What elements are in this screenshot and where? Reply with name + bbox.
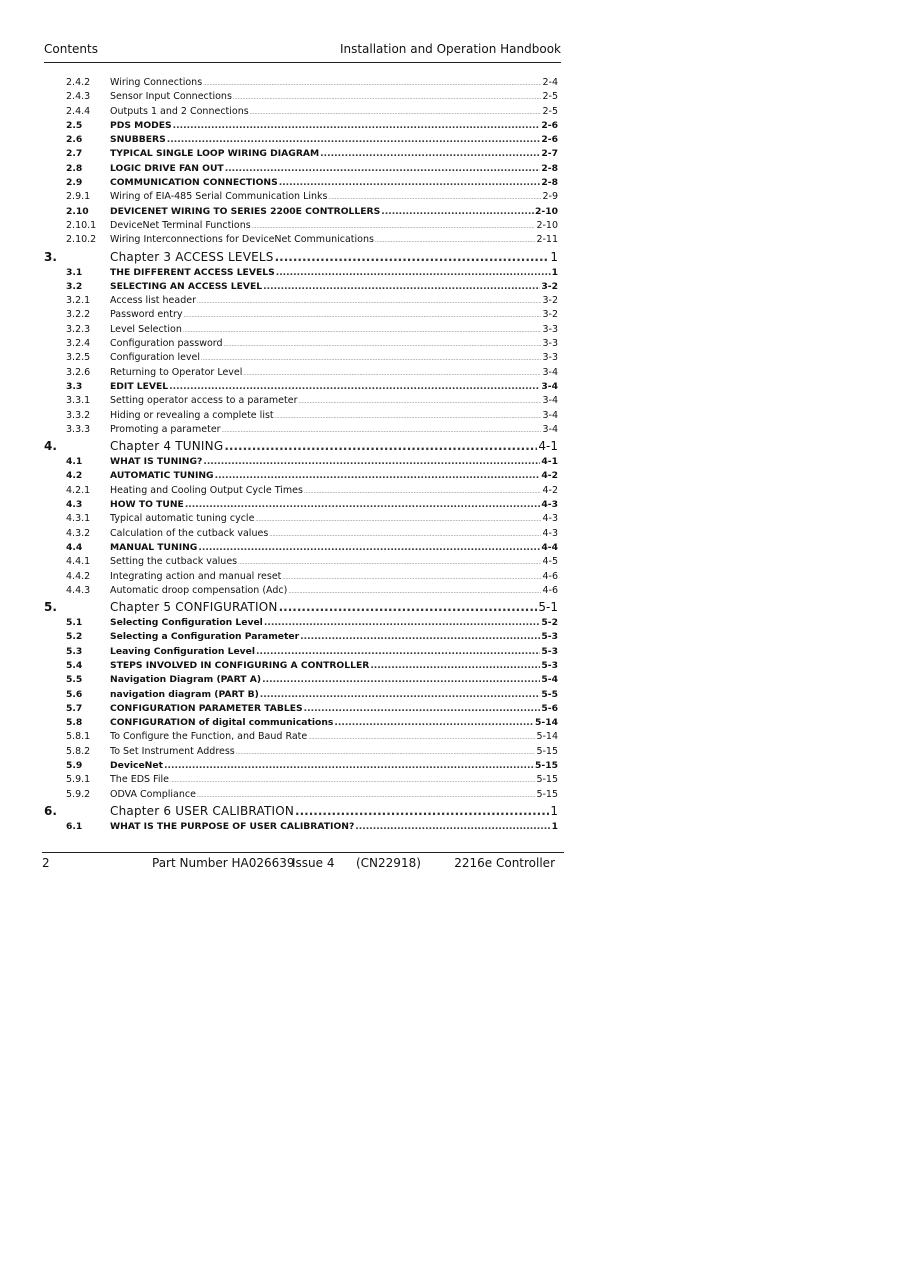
footer-issue: Issue 4 bbox=[292, 856, 335, 870]
toc-entry-page: 5-14 bbox=[536, 731, 558, 743]
toc-entry-title: Chapter 4 TUNING bbox=[110, 439, 224, 454]
toc-dot-leader bbox=[304, 485, 542, 499]
toc-entry-number: 2.10.2 bbox=[66, 234, 97, 246]
toc-dot-leader bbox=[295, 802, 549, 820]
toc-dot-leader bbox=[170, 774, 535, 788]
toc-entry-title: Wiring Interconnections for DeviceNet Communications bbox=[110, 234, 374, 246]
toc-entry[interactable] bbox=[44, 820, 558, 834]
toc-entry[interactable] bbox=[44, 119, 558, 133]
toc-entry-number: 4.3.2 bbox=[66, 527, 91, 539]
toc-dot-leader bbox=[256, 645, 540, 659]
toc-entry-page: 3-3 bbox=[542, 338, 558, 350]
toc-entry-page: 4-2 bbox=[541, 470, 558, 482]
toc-entry-title: Access list header bbox=[110, 295, 196, 307]
header-section-title: Contents bbox=[44, 42, 98, 56]
toc-entry[interactable] bbox=[44, 233, 558, 247]
toc-entry[interactable] bbox=[44, 394, 558, 408]
toc-entry-number: 3.2.4 bbox=[66, 338, 91, 350]
toc-entry[interactable] bbox=[44, 702, 558, 716]
toc-dot-leader bbox=[299, 395, 542, 409]
toc-dot-leader bbox=[262, 673, 540, 687]
toc-entry-number: 2.4.3 bbox=[66, 91, 91, 103]
toc-entry-number: 2.9.1 bbox=[66, 191, 91, 203]
toc-entry-title: Selecting a Configuration Parameter bbox=[110, 631, 300, 643]
toc-entry[interactable] bbox=[44, 570, 558, 584]
toc-entry-page: 3-3 bbox=[542, 352, 558, 364]
toc-entry[interactable] bbox=[44, 773, 558, 787]
toc-entry[interactable] bbox=[44, 280, 558, 294]
toc-dot-leader bbox=[238, 556, 541, 570]
toc-entry-title: ODVA Compliance bbox=[110, 788, 196, 800]
toc-entry-number: 4.4.1 bbox=[66, 556, 91, 568]
toc-dot-leader bbox=[203, 77, 541, 91]
toc-dot-leader bbox=[224, 338, 542, 352]
toc-entry-page: 5-5 bbox=[541, 688, 558, 700]
toc-entry-page: 3-4 bbox=[541, 380, 558, 392]
toc-entry[interactable] bbox=[44, 455, 558, 469]
toc-entry-title: navigation diagram (PART B) bbox=[110, 688, 259, 700]
toc-dot-leader bbox=[275, 248, 550, 266]
footer-change-note: (CN22918) bbox=[356, 856, 421, 870]
toc-entry[interactable] bbox=[44, 616, 558, 630]
toc-entry-page: 4-4 bbox=[541, 541, 558, 553]
toc-entry-number: 4.4.2 bbox=[66, 570, 91, 582]
toc-entry-title: To Configure the Function, and Baud Rate bbox=[110, 731, 308, 743]
toc-entry-title: LOGIC DRIVE FAN OUT bbox=[110, 162, 224, 174]
toc-entry-title: AUTOMATIC TUNING bbox=[110, 470, 214, 482]
toc-entry[interactable] bbox=[44, 716, 558, 730]
toc-dot-leader bbox=[164, 759, 534, 773]
toc-dot-leader bbox=[263, 280, 540, 294]
toc-entry-page: 5-3 bbox=[541, 645, 558, 657]
toc-entry-title: Hiding or revealing a complete list bbox=[110, 409, 274, 421]
toc-entry-number: 2.10.1 bbox=[66, 219, 97, 231]
header-book-title: Installation and Operation Handbook bbox=[339, 42, 561, 56]
toc-entry-title: WHAT IS TUNING? bbox=[110, 456, 203, 468]
toc-entry[interactable] bbox=[44, 527, 558, 541]
toc-entry[interactable] bbox=[44, 105, 558, 119]
toc-entry-page: 4-3 bbox=[541, 499, 558, 511]
toc-entry-page: 4-3 bbox=[542, 527, 558, 539]
toc-entry-title: Configuration level bbox=[110, 352, 201, 364]
toc-entry-number: 3.2.1 bbox=[66, 295, 91, 307]
toc-entry[interactable] bbox=[44, 162, 558, 176]
toc-dot-leader bbox=[197, 295, 541, 309]
toc-entry-number: 2.4.2 bbox=[66, 77, 91, 88]
toc-entry-number: 5.8.1 bbox=[66, 731, 91, 743]
toc-dot-leader bbox=[308, 731, 535, 745]
toc-entry-number: 3.2.5 bbox=[66, 352, 91, 364]
toc-entry[interactable] bbox=[44, 248, 558, 266]
toc-entry-title: Leaving Configuration Level bbox=[110, 645, 256, 657]
toc-entry-number: 3. bbox=[44, 249, 57, 264]
toc-entry-page: 3-2 bbox=[541, 280, 558, 292]
table-of-contents bbox=[44, 76, 558, 834]
toc-entry-number: 6.1 bbox=[66, 820, 83, 832]
toc-entry-page: 3-3 bbox=[542, 323, 558, 335]
toc-entry-page: 2-11 bbox=[536, 234, 558, 246]
toc-dot-leader bbox=[329, 191, 542, 205]
toc-dot-leader bbox=[243, 367, 541, 381]
toc-dot-leader bbox=[233, 91, 542, 105]
toc-dot-leader bbox=[185, 498, 541, 512]
toc-dot-leader bbox=[370, 659, 540, 673]
toc-dot-leader bbox=[184, 309, 542, 323]
toc-entry-title: COMMUNICATION CONNECTIONS bbox=[110, 177, 278, 189]
toc-entry[interactable] bbox=[44, 788, 558, 802]
toc-dot-leader bbox=[276, 266, 551, 280]
footer-part-number: Part Number HA026639 bbox=[152, 856, 295, 870]
toc-entry-number: 2.5 bbox=[66, 119, 83, 131]
toc-entry[interactable] bbox=[44, 133, 558, 147]
toc-entry-number: 3.3.3 bbox=[66, 423, 91, 435]
toc-entry[interactable] bbox=[44, 469, 558, 483]
toc-entry-number: 6. bbox=[44, 803, 57, 818]
toc-entry[interactable] bbox=[44, 584, 558, 598]
toc-entry-page: 2-4 bbox=[542, 77, 558, 88]
toc-entry-title: Setting operator access to a parameter bbox=[110, 395, 298, 407]
toc-entry-number: 5.8 bbox=[66, 717, 83, 729]
toc-dot-leader bbox=[252, 220, 536, 234]
toc-dot-leader bbox=[260, 688, 541, 702]
toc-entry-number: 5.3 bbox=[66, 645, 83, 657]
toc-entry-page: 4-3 bbox=[542, 513, 558, 525]
toc-entry[interactable] bbox=[44, 673, 558, 687]
toc-entry[interactable] bbox=[44, 337, 558, 351]
toc-entry-page: 4-5 bbox=[542, 556, 558, 568]
toc-dot-leader bbox=[197, 789, 535, 803]
toc-entry-title: Chapter 6 USER CALIBRATION bbox=[110, 803, 295, 818]
toc-entry-page: 2-5 bbox=[542, 105, 558, 117]
toc-entry[interactable] bbox=[44, 512, 558, 526]
toc-entry[interactable] bbox=[44, 190, 558, 204]
toc-entry[interactable] bbox=[44, 541, 558, 555]
toc-entry-title: The EDS File bbox=[110, 774, 169, 786]
toc-entry-number: 3.3.2 bbox=[66, 409, 91, 421]
toc-entry[interactable] bbox=[44, 423, 558, 437]
toc-entry-page: 3-4 bbox=[542, 395, 558, 407]
toc-entry-page: 5-1 bbox=[538, 600, 558, 615]
toc-entry[interactable] bbox=[44, 745, 558, 759]
toc-dot-leader bbox=[320, 147, 540, 161]
toc-entry-number: 5. bbox=[44, 600, 57, 615]
toc-entry-page: 3-2 bbox=[542, 309, 558, 321]
toc-entry-title: Automatic droop compensation (Adc) bbox=[110, 584, 288, 596]
toc-entry-number: 3.2.3 bbox=[66, 323, 91, 335]
footer-page-number: 2 bbox=[42, 856, 50, 870]
toc-entry-title: PDS MODES bbox=[110, 119, 172, 131]
toc-entry-page: 5-14 bbox=[535, 717, 558, 729]
toc-entry[interactable] bbox=[44, 219, 558, 233]
toc-entry-number: 5.1 bbox=[66, 617, 83, 629]
toc-entry-page: 1 bbox=[550, 803, 558, 818]
toc-entry-number: 3.2.6 bbox=[66, 366, 91, 378]
toc-entry-title: SELECTING AN ACCESS LEVEL bbox=[110, 280, 263, 292]
toc-entry-title: Sensor Input Connections bbox=[110, 91, 232, 103]
toc-dot-leader bbox=[255, 513, 541, 527]
toc-entry[interactable] bbox=[44, 498, 558, 512]
toc-entry-page: 2-10 bbox=[535, 205, 558, 217]
toc-entry-title: Integrating action and manual reset bbox=[110, 570, 282, 582]
toc-dot-leader bbox=[201, 352, 541, 366]
toc-entry-title: CONFIGURATION PARAMETER TABLES bbox=[110, 702, 303, 714]
toc-entry[interactable] bbox=[44, 688, 558, 702]
toc-entry[interactable] bbox=[44, 366, 558, 380]
toc-entry-number: 5.7 bbox=[66, 702, 83, 714]
toc-entry-page: 5-2 bbox=[541, 617, 558, 629]
toc-entry-page: 2-5 bbox=[542, 91, 558, 103]
toc-entry[interactable] bbox=[44, 90, 558, 104]
toc-entry-page: 3-2 bbox=[542, 295, 558, 307]
toc-entry-page: 5-15 bbox=[536, 745, 558, 757]
toc-entry-title: SNUBBERS bbox=[110, 134, 166, 146]
toc-entry[interactable] bbox=[44, 176, 558, 190]
toc-dot-leader bbox=[203, 455, 540, 469]
toc-entry-title: Wiring of EIA-485 Serial Communication Links bbox=[110, 191, 328, 203]
toc-entry-title: HOW TO TUNE bbox=[110, 499, 184, 511]
toc-entry-title: CONFIGURATION of digital communications bbox=[110, 717, 334, 729]
toc-entry-number: 2.9 bbox=[66, 177, 83, 189]
toc-entry-page: 4-6 bbox=[542, 584, 558, 596]
toc-entry-number: 5.4 bbox=[66, 659, 83, 671]
toc-entry-number: 4.4 bbox=[66, 541, 83, 553]
toc-entry-page: 5-3 bbox=[541, 659, 558, 671]
toc-entry-page: 2-6 bbox=[541, 134, 558, 146]
toc-dot-leader bbox=[375, 234, 536, 248]
toc-entry-page: 1 bbox=[551, 820, 558, 832]
toc-entry-page: 3-4 bbox=[542, 366, 558, 378]
toc-entry-title: Selecting Configuration Level bbox=[110, 617, 263, 629]
toc-entry-title: Promoting a parameter bbox=[110, 423, 221, 435]
toc-entry-page: 1 bbox=[550, 249, 558, 264]
toc-entry-page: 2-8 bbox=[541, 162, 558, 174]
toc-entry-page: 2-8 bbox=[541, 177, 558, 189]
toc-entry-number: 5.9 bbox=[66, 760, 83, 772]
toc-entry-title: Password entry bbox=[110, 309, 183, 321]
toc-entry[interactable] bbox=[44, 205, 558, 219]
toc-entry[interactable] bbox=[44, 380, 558, 394]
toc-entry-title: WHAT IS THE PURPOSE OF USER CALIBRATION? bbox=[110, 820, 355, 832]
toc-entry[interactable] bbox=[44, 484, 558, 498]
toc-entry[interactable] bbox=[44, 555, 558, 569]
toc-entry-page: 5-15 bbox=[536, 774, 558, 786]
toc-entry-page: 5-3 bbox=[541, 631, 558, 643]
toc-entry[interactable] bbox=[44, 147, 558, 161]
toc-entry-number: 4.4.3 bbox=[66, 584, 91, 596]
toc-dot-leader bbox=[215, 469, 541, 483]
toc-entry[interactable] bbox=[44, 266, 558, 280]
toc-entry-number: 5.8.2 bbox=[66, 745, 91, 757]
toc-dot-leader bbox=[167, 133, 541, 147]
toc-dot-leader bbox=[304, 702, 541, 716]
toc-entry-title: Chapter 3 ACCESS LEVELS bbox=[110, 249, 274, 264]
toc-dot-leader bbox=[334, 716, 534, 730]
toc-entry-page: 2-10 bbox=[536, 219, 558, 231]
toc-entry[interactable] bbox=[44, 730, 558, 744]
toc-dot-leader bbox=[169, 380, 540, 394]
toc-entry-number: 3.3.1 bbox=[66, 395, 91, 407]
toc-entry[interactable] bbox=[44, 645, 558, 659]
toc-entry[interactable] bbox=[44, 76, 558, 90]
toc-entry-title: DEVICENET WIRING TO SERIES 2200E CONTROLLERS bbox=[110, 205, 381, 217]
toc-entry-number: 4.3 bbox=[66, 499, 83, 511]
toc-entry-page: 1 bbox=[551, 266, 558, 278]
toc-entry[interactable] bbox=[44, 437, 558, 455]
toc-entry-number: 3.2 bbox=[66, 280, 83, 292]
toc-entry-page: 2-6 bbox=[541, 119, 558, 131]
toc-dot-leader bbox=[236, 746, 536, 760]
toc-dot-leader bbox=[381, 205, 534, 219]
toc-entry-title: Wiring Connections bbox=[110, 77, 203, 88]
toc-entry[interactable] bbox=[44, 409, 558, 423]
toc-dot-leader bbox=[222, 424, 542, 438]
toc-entry[interactable] bbox=[44, 294, 558, 308]
toc-entry-number: 4.1 bbox=[66, 456, 83, 468]
toc-entry-number: 3.1 bbox=[66, 266, 83, 278]
toc-entry-title: Heating and Cooling Output Cycle Times bbox=[110, 484, 303, 496]
toc-entry-title: Setting the cutback values bbox=[110, 556, 238, 568]
toc-entry-number: 4.3.1 bbox=[66, 513, 91, 525]
toc-entry[interactable] bbox=[44, 802, 558, 820]
toc-entry-title: To Set Instrument Address bbox=[110, 745, 235, 757]
toc-entry-number: 2.6 bbox=[66, 134, 83, 146]
toc-entry-page: 2-9 bbox=[542, 191, 558, 203]
toc-dot-leader bbox=[224, 437, 537, 455]
toc-dot-leader bbox=[282, 571, 541, 585]
toc-entry-number: 4. bbox=[44, 439, 57, 454]
toc-entry-number: 5.9.2 bbox=[66, 788, 91, 800]
toc-entry-title: Navigation Diagram (PART A) bbox=[110, 674, 262, 686]
page-header bbox=[44, 42, 561, 63]
toc-entry-number: 3.2.2 bbox=[66, 309, 91, 321]
toc-dot-leader bbox=[264, 616, 541, 630]
toc-entry-title: Calculation of the cutback values bbox=[110, 527, 269, 539]
toc-dot-leader bbox=[355, 820, 550, 834]
toc-entry-page: 5-4 bbox=[541, 674, 558, 686]
toc-dot-leader bbox=[279, 598, 538, 616]
toc-dot-leader bbox=[173, 119, 541, 133]
toc-entry-page: 4-2 bbox=[542, 484, 558, 496]
toc-entry-title: DeviceNet Terminal Functions bbox=[110, 219, 251, 231]
toc-entry-page: 2-7 bbox=[541, 148, 558, 160]
toc-entry[interactable] bbox=[44, 323, 558, 337]
toc-dot-leader bbox=[269, 528, 541, 542]
toc-entry-title: Level Selection bbox=[110, 323, 182, 335]
toc-entry-page: 3-4 bbox=[542, 409, 558, 421]
toc-entry-number: 2.8 bbox=[66, 162, 83, 174]
toc-entry[interactable] bbox=[44, 598, 558, 616]
toc-entry-number: 4.2.1 bbox=[66, 484, 91, 496]
toc-entry[interactable] bbox=[44, 630, 558, 644]
toc-entry-title: MANUAL TUNING bbox=[110, 541, 198, 553]
toc-dot-leader bbox=[288, 585, 541, 599]
toc-entry-title: Returning to Operator Level bbox=[110, 366, 243, 378]
toc-entry-page: 5-6 bbox=[541, 702, 558, 714]
toc-entry-page: 4-1 bbox=[538, 439, 558, 454]
toc-entry-title: STEPS INVOLVED IN CONFIGURING A CONTROLLER bbox=[110, 659, 370, 671]
toc-entry-page: 4-6 bbox=[542, 570, 558, 582]
toc-entry-page: 3-4 bbox=[542, 423, 558, 435]
toc-entry-page: 5-15 bbox=[536, 788, 558, 800]
toc-entry-title: TYPICAL SINGLE LOOP WIRING DIAGRAM bbox=[110, 148, 320, 160]
toc-entry-number: 5.2 bbox=[66, 631, 83, 643]
toc-entry-page: 4-1 bbox=[541, 456, 558, 468]
toc-entry[interactable] bbox=[44, 351, 558, 365]
toc-entry[interactable] bbox=[44, 759, 558, 773]
toc-entry-title: DeviceNet bbox=[110, 760, 163, 772]
toc-entry-number: 5.5 bbox=[66, 674, 83, 686]
toc-entry-number: 2.4.4 bbox=[66, 105, 91, 117]
toc-entry-title: Configuration password bbox=[110, 338, 223, 350]
page-footer bbox=[42, 852, 564, 875]
toc-entry[interactable] bbox=[44, 308, 558, 322]
toc-entry-number: 5.6 bbox=[66, 688, 83, 700]
toc-entry-title: THE DIFFERENT ACCESS LEVELS bbox=[110, 266, 275, 278]
toc-entry-title: EDIT LEVEL bbox=[110, 380, 169, 392]
toc-entry-title: Typical automatic tuning cycle bbox=[110, 513, 255, 525]
toc-entry-number: 2.10 bbox=[66, 205, 89, 217]
toc-dot-leader bbox=[279, 176, 541, 190]
toc-dot-leader bbox=[300, 630, 540, 644]
toc-entry[interactable] bbox=[44, 659, 558, 673]
toc-dot-leader bbox=[183, 324, 542, 338]
toc-entry-title: Chapter 5 CONFIGURATION bbox=[110, 600, 278, 615]
toc-dot-leader bbox=[225, 162, 541, 176]
toc-entry-number: 5.9.1 bbox=[66, 774, 91, 786]
toc-dot-leader bbox=[198, 541, 540, 555]
toc-entry-number: 2.7 bbox=[66, 148, 83, 160]
toc-entry-number: 3.3 bbox=[66, 380, 83, 392]
toc-entry-title: Outputs 1 and 2 Connections bbox=[110, 105, 249, 117]
toc-dot-leader bbox=[250, 106, 542, 120]
footer-product: 2216e Controller bbox=[454, 856, 555, 870]
toc-dot-leader bbox=[275, 410, 542, 424]
toc-entry-number: 4.2 bbox=[66, 470, 83, 482]
toc-entry-page: 5-15 bbox=[535, 760, 558, 772]
